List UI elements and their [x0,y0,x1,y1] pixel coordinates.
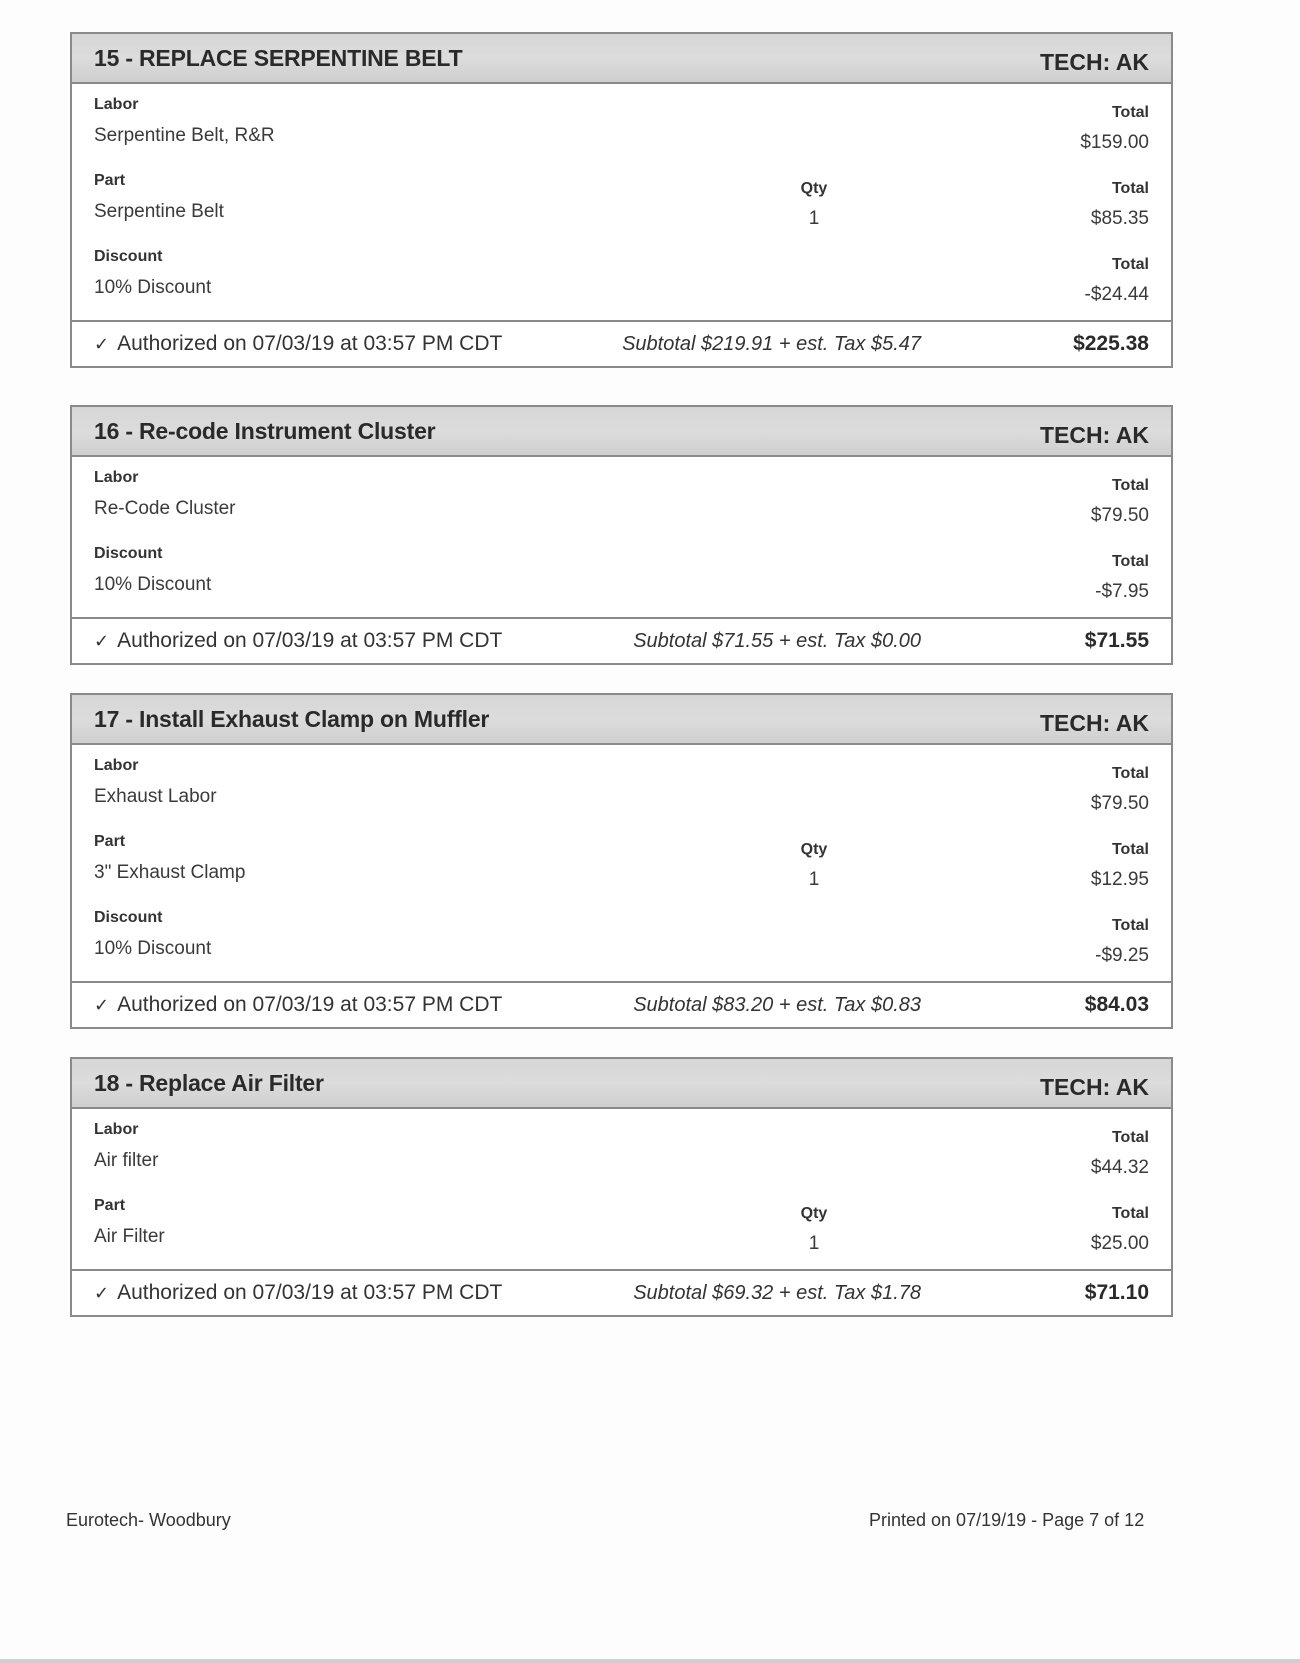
check-icon: ✓ [94,1282,110,1303]
job-tech: TECH: AK [1039,709,1149,736]
check-icon: ✓ [94,630,110,651]
line-item-labor [94,747,1149,823]
line-total: $12.95 [1090,869,1149,890]
total-label: Total [1111,1129,1149,1146]
line-total: $25.00 [1090,1233,1149,1254]
qty-label: Qty [800,180,828,197]
line-description: 10% Discount [94,277,212,298]
qty-value: 1 [808,1233,820,1254]
job-summary [72,981,1171,1027]
line-description: Serpentine Belt, R&R [94,125,275,146]
authorization-status [94,993,502,1017]
job-title: 18 - Replace Air Filter [94,1069,324,1096]
line-item-discount [94,899,1149,975]
line-item-part [94,823,1149,899]
authorization-text: Authorized on 07/03/19 at 03:57 PM CDT [117,332,503,355]
line-total: $44.32 [1090,1157,1149,1178]
line-description: Air Filter [94,1226,165,1247]
line-item-part [94,1187,1149,1263]
total-label: Total [1111,180,1149,197]
check-icon: ✓ [94,333,110,354]
job-summary [72,617,1171,663]
scan-edge-divider [0,1659,1300,1663]
line-description: Air filter [94,1150,159,1171]
line-type: Part [94,172,126,189]
line-type: Part [94,1197,126,1214]
job-grand-total: $84.03 [1084,993,1149,1016]
line-item-part [94,162,1149,238]
line-type: Discount [94,545,163,562]
authorization-status [94,1281,502,1305]
total-label: Total [1111,553,1149,570]
line-total: $85.35 [1090,208,1149,229]
authorization-status [94,332,502,356]
job-header [72,695,1171,745]
total-label: Total [1111,477,1149,494]
qty-label: Qty [800,1205,828,1222]
line-type: Discount [94,248,163,265]
line-description: Re-Code Cluster [94,498,236,519]
authorization-text: Authorized on 07/03/19 at 03:57 PM CDT [117,629,503,652]
subtotal-tax: Subtotal $69.32 + est. Tax $1.78 [633,1281,921,1304]
job-card-15 [70,32,1173,368]
shop-name: Eurotech- Woodbury [66,1510,231,1530]
subtotal-tax: Subtotal $219.91 + est. Tax $5.47 [622,332,921,355]
job-lines [72,745,1171,981]
total-label: Total [1111,104,1149,121]
line-type: Labor [94,469,139,486]
job-grand-total: $225.38 [1073,332,1149,355]
job-tech: TECH: AK [1039,1073,1149,1100]
line-type: Labor [94,96,139,113]
line-description: Exhaust Labor [94,786,217,807]
line-description: 10% Discount [94,938,212,959]
job-lines [72,84,1171,320]
job-tech: TECH: AK [1039,48,1149,75]
total-label: Total [1111,841,1149,858]
job-card-18 [70,1057,1173,1317]
line-type: Labor [94,757,139,774]
job-card-17 [70,693,1173,1029]
job-card-16 [70,405,1173,665]
authorization-status [94,629,502,653]
job-tech: TECH: AK [1039,421,1149,448]
subtotal-tax: Subtotal $71.55 + est. Tax $0.00 [633,629,921,652]
job-lines [72,1109,1171,1269]
qty-label: Qty [800,841,828,858]
job-header [72,1059,1171,1109]
line-type: Part [94,833,126,850]
line-total: $159.00 [1080,132,1149,153]
line-item-labor [94,86,1149,162]
job-header [72,407,1171,457]
job-header [72,34,1171,84]
job-grand-total: $71.10 [1084,1281,1149,1304]
subtotal-tax: Subtotal $83.20 + est. Tax $0.83 [633,993,921,1016]
job-title: 16 - Re-code Instrument Cluster [94,417,436,444]
total-label: Total [1111,765,1149,782]
job-summary [72,320,1171,366]
line-description: 10% Discount [94,574,212,595]
total-label: Total [1111,256,1149,273]
total-label: Total [1111,1205,1149,1222]
line-type: Discount [94,909,163,926]
job-title: 15 - REPLACE SERPENTINE BELT [94,44,463,71]
job-title: 17 - Install Exhaust Clamp on Muffler [94,705,490,732]
line-total: $79.50 [1090,505,1149,526]
line-total: -$24.44 [1084,284,1149,305]
line-total: $79.50 [1090,793,1149,814]
line-description: Serpentine Belt [94,201,224,222]
authorization-text: Authorized on 07/03/19 at 03:57 PM CDT [117,993,503,1016]
line-total: -$7.95 [1095,581,1149,602]
line-type: Labor [94,1121,139,1138]
line-item-labor [94,1111,1149,1187]
print-info: Printed on 07/19/19 - Page 7 of 12 [869,1510,1145,1530]
line-item-discount [94,238,1149,314]
line-item-labor [94,459,1149,535]
job-lines [72,457,1171,617]
line-item-discount [94,535,1149,611]
line-total: -$9.25 [1095,945,1149,966]
qty-value: 1 [808,869,820,890]
line-description: 3" Exhaust Clamp [94,862,246,883]
job-summary [72,1269,1171,1315]
total-label: Total [1111,917,1149,934]
authorization-text: Authorized on 07/03/19 at 03:57 PM CDT [117,1281,503,1304]
qty-value: 1 [808,208,820,229]
job-grand-total: $71.55 [1084,629,1149,652]
check-icon: ✓ [94,994,110,1015]
